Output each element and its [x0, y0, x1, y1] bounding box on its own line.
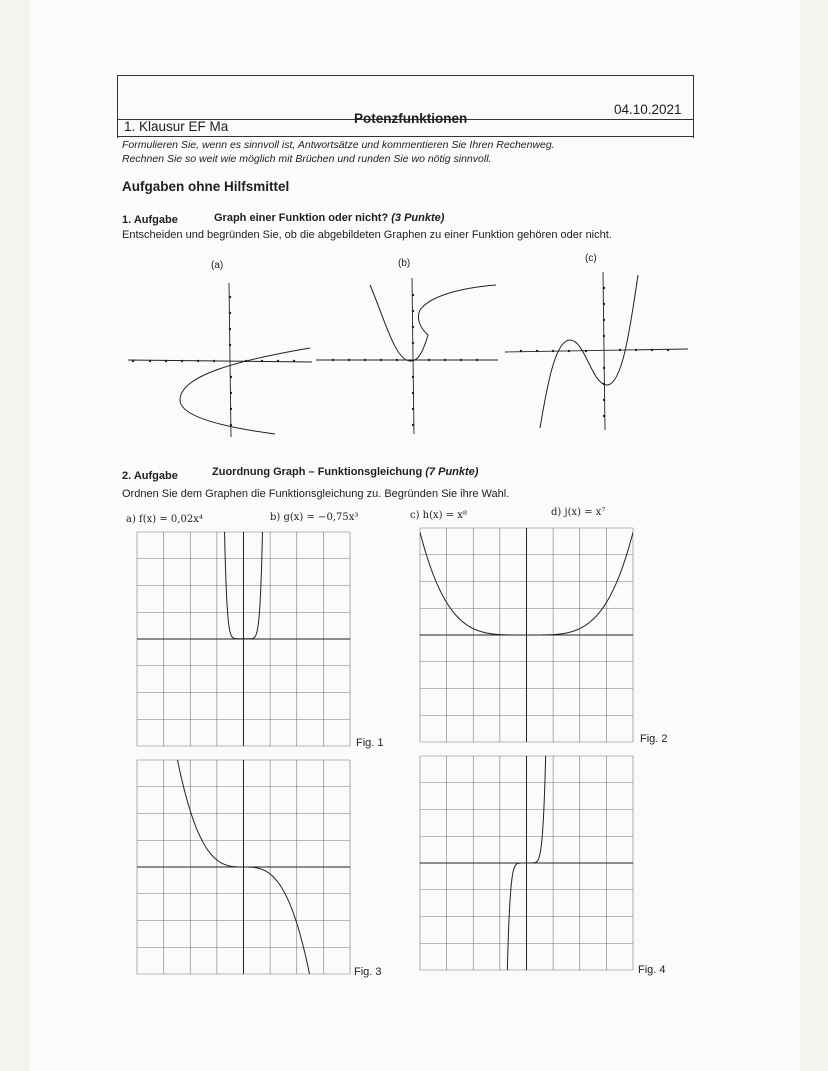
fig2-caption: Fig. 2	[640, 733, 668, 745]
header-course: 1. Klausur EF Ma	[124, 119, 229, 134]
instruction-line-1: Formulieren Sie, wenn es sinnvoll ist, Antwortsätze und kommentieren Sie Ihren Rechenweg.	[122, 139, 555, 151]
option-b: b) g(x) = −0,75x³	[270, 512, 359, 523]
instruction-line-2: Rechnen Sie so weit wie möglich mit Brüchen und runden Sie wo nötig sinnvoll.	[122, 153, 492, 165]
task1-title-text: Graph einer Funktion oder nicht?	[214, 212, 389, 224]
option-a: a) f(x) = 0,02x⁴	[126, 514, 203, 525]
fig2-graph	[420, 528, 633, 742]
task1-text: Entscheiden und begründen Sie, ob die abgebildeten Graphen zu einer Funktion gehören oder nicht.	[122, 229, 612, 241]
fig4-graph	[420, 716, 633, 1010]
task2-number: 2. Aufgabe	[122, 470, 178, 482]
section-title: Aufgaben ohne Hilfsmittel	[122, 179, 290, 194]
fig1-caption: Fig. 1	[356, 737, 384, 749]
option-c: c) h(x) = x⁸	[410, 510, 467, 521]
task2-points: (7 Punkte)	[425, 466, 479, 478]
task1-number: 1. Aufgabe	[122, 214, 178, 226]
option-d: d) j(x) = x⁷	[551, 507, 606, 518]
fig3-caption: Fig. 3	[354, 966, 382, 978]
task2-title-text: Zuordnung Graph – Funktionsgleichung	[212, 466, 423, 478]
fig1-graph	[137, 492, 350, 746]
header-topic: Potenzfunktionen	[354, 111, 468, 126]
task1-label-a: (a)	[211, 260, 224, 271]
task1-points: (3 Punkte)	[391, 212, 445, 224]
fig4-caption: Fig. 4	[638, 964, 666, 976]
fig3-graph	[137, 720, 350, 1014]
header-date: 04.10.2021	[614, 102, 682, 117]
task1-label-b: (b)	[398, 258, 411, 269]
task2-text: Ordnen Sie dem Graphen die Funktionsgleichung zu. Begründen Sie ihre Wahl.	[122, 488, 510, 500]
task1-label-c: (c)	[585, 253, 597, 264]
